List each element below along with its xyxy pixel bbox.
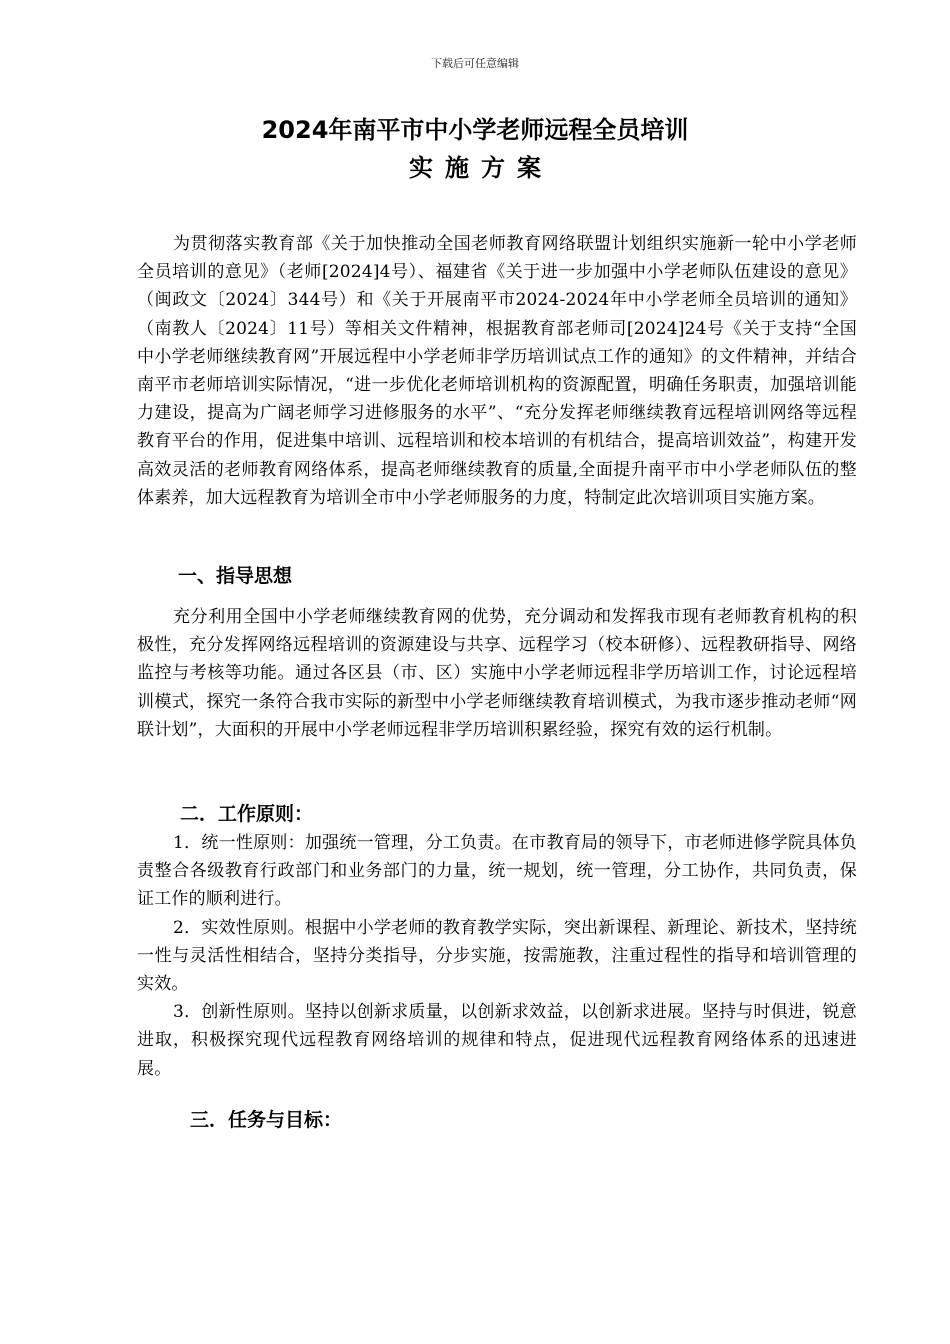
header-note: 下载后可任意编辑 (431, 57, 519, 70)
principle-item-3: 3．创新性原则。坚持以创新求质量，以创新求效益，以创新求进展。坚持与时俱进，锐意进取，积极探究现代远程教育网络培训的规律和特点，促进现代远程教育网络体系的迅速进展。 (137, 1002, 857, 1079)
section-1-paragraph: 充分利用全国中小学老师继续教育网的优势，充分调动和发挥我市现有老师教育机构的积极性，充分发挥网络远程培训的资源建设与共享、远程学习（校本研修）、远程教研指导、网络监控与考核等功能。通过各区县（市、区）实施中小学老师远程非学历培训工作，讨论远程培训模式，探究一条符合我市实际的新型中小学老师继续教育培训模式，为我市逐步推动老师“网联计划”，大面积的开展中小学老师远程非学历培训积累经验，探究有效的运行机制。 (137, 607, 857, 740)
title-line-2: 实施方案 (409, 154, 553, 182)
section-3-heading: 三．任务与目标： (190, 1109, 343, 1131)
intro-paragraph: 为贯彻落实教育部《关于加快推动全国老师教育网络联盟计划组织实施新一轮中小学老师全员培训的意见》（老师[2024]4号）、福建省《关于进一步加强中小学老师队伍建设的意见》（闽政文〔2024〕344号）和《关于开展南平市2024-2024年中小学老师全员培训的通知》（南教人〔2024〕11号）等相关文件精神，根据教育部老师司[2024]24号《关于支持“全国中小学老师继续教育网”开展远程中小学老师非学历培训试点工作的通知》的文件精神，并结合南平市老师培训实际情况，“进一步优化老师培训机构的资源配置，明确任务职责，加强培训能力建设，提高为广阔老师学习进修服务的水平”、“充分发挥老师继续教育远程培训网络等远程教育平台的作用，促进集中培训、远程培训和校本培训的有机结合，提高培训效益”，构建开发高效灵活的老师教育网络体系，提高老师继续教育的质量,全面提升南平市中小学老师队伍的整体素养，加大远程教育为培训全市中小学老师服务的力度，特制定此次培训项目实施方案。 (137, 234, 857, 508)
principle-item-2: 2．实效性原则。根据中小学老师的教育教学实际，突出新课程、新理论、新技术，坚持统一性与灵活性相结合，坚持分类指导，分步实施，按需施教，注重过程性的指导和培训管理的实效。 (137, 917, 857, 995)
section-1-body (137, 603, 857, 744)
principle-item-1: 1．统一性原则：加强统一管理，分工负责。在市教育局的领导下，市老师进修学院具体负责整合各级教育行政部门和业务部门的力量，统一规划，统一管理，分工协作，共同负责，保证工作的顺利进行。 (137, 833, 857, 910)
intro-section (137, 230, 857, 512)
title-line-1: 2024年南平市中小学老师远程全员培训 (261, 116, 689, 144)
section-1-heading: 一、指导思想 (178, 565, 293, 587)
document-title (0, 112, 950, 188)
section-2-heading: 二．工作原则： (180, 803, 314, 825)
section-2-body (137, 829, 857, 1083)
